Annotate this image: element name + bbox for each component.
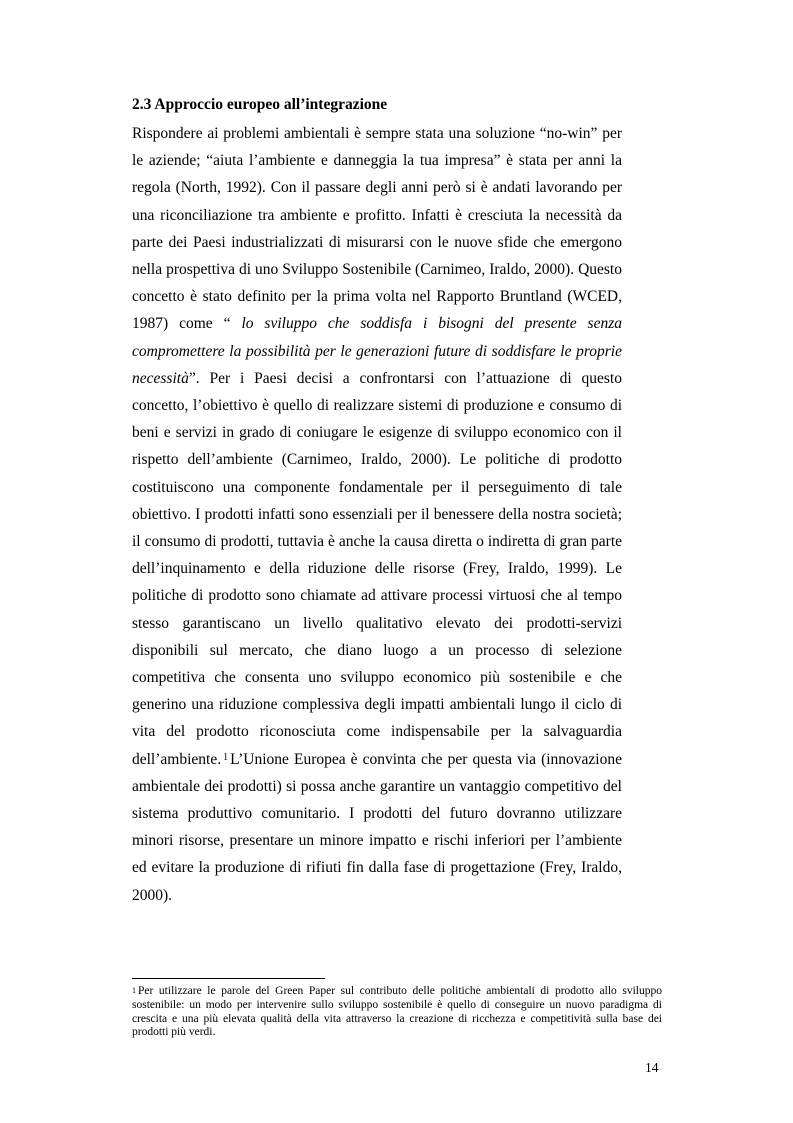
brundtland-definition-quote: lo sviluppo che soddisfa i bisogni del presente senza compromettere la possibilità per le generazioni future di soddisfare le proprie necessità: [132, 315, 622, 387]
footnote: [132, 985, 662, 1040]
footnote-marker: 1: [132, 986, 136, 995]
body-text-part-a: Rispondere ai problemi ambientali è sempre stata una soluzione “no-win” per le aziende; “aiuta l’ambiente e danneggia la tua impresa” è stata per anni la regola (North, 1992). Con il passare degli anni però si è andati lavorando per una riconciliazione tra ambiente e profitto. Infatti è cresciuta la necessità da parte dei Paesi industrializzati di misurarsi con le nuove sfide che emergono nella prospettiva di uno Sviluppo Sostenibile (Carnimeo, Iraldo, 2000). Questo concetto è stato definito per la prima volta nel Rapporto Bruntland (WCED, 1987) come “: [132, 125, 622, 333]
body-text-part-b: ”. Per i Paesi decisi a confrontarsi con l’attuazione di questo concetto, l’obiettivo è quello di realizzare sistemi di produzione e consumo di beni e servizi in grado di coniugare le esigenze di sviluppo economico con il rispetto dell’ambiente (Carnimeo, Iraldo, 2000). Le politiche di prodotto costituiscono una componente fondamentale per il perseguimento di tale obiettivo. I prodotti infatti sono essenziali per il benessere della nostra società; il consumo di prodotti, tuttavia è anche la causa diretta o indiretta di gran parte dell’inquinamento e della riduzione delle risorse (Frey, Iraldo, 1999). Le politiche di prodotto sono chiamate ad attivare processi virtuosi che al tempo stesso garantiscano un livello qualitativo elevato dei prodotti-servizi disponibili sul mercato, che diano luogo a un processo di selezione competitiva che consenta uno sviluppo economico più sostenibile e che generino una riduzione complessiva degli impatti ambientali lungo il ciclo di vita del prodotto riconosciuta come indispensabile per la salvaguardia dell’ambiente.: [132, 369, 622, 768]
footnote-separator: [132, 978, 325, 979]
body-paragraph: [132, 120, 622, 909]
footnote-reference[interactable]: 1: [223, 751, 229, 763]
section-heading: 2.3 Approccio europeo all’integrazione: [132, 96, 388, 113]
body-text-part-c: L’Unione Europea è convinta che per questa via (innovazione ambientale dei prodotti) si possa anche garantire un vantaggio competitivo del sistema produttivo comunitario. I prodotti del futuro dovranno utilizzare minori risorse, presentare un minore impatto e rischi inferiori per l’ambiente ed evitare la produzione di rifiuti fin dalla fase di progettazione (Frey, Iraldo, 2000).: [132, 750, 622, 904]
page-number: 14: [645, 1060, 659, 1075]
footnote-text: Per utilizzare le parole del Green Paper sul contributo delle politiche ambientali di prodotto allo sviluppo sostenibile: un modo per intervenire sullo sviluppo sostenibile è quello di conseguire un nuovo paradigma di crescita e una più elevata qualità della vita attraverso la creazione di ricchezza e competitività sulla base dei prodotti più verdi.: [132, 985, 662, 1039]
